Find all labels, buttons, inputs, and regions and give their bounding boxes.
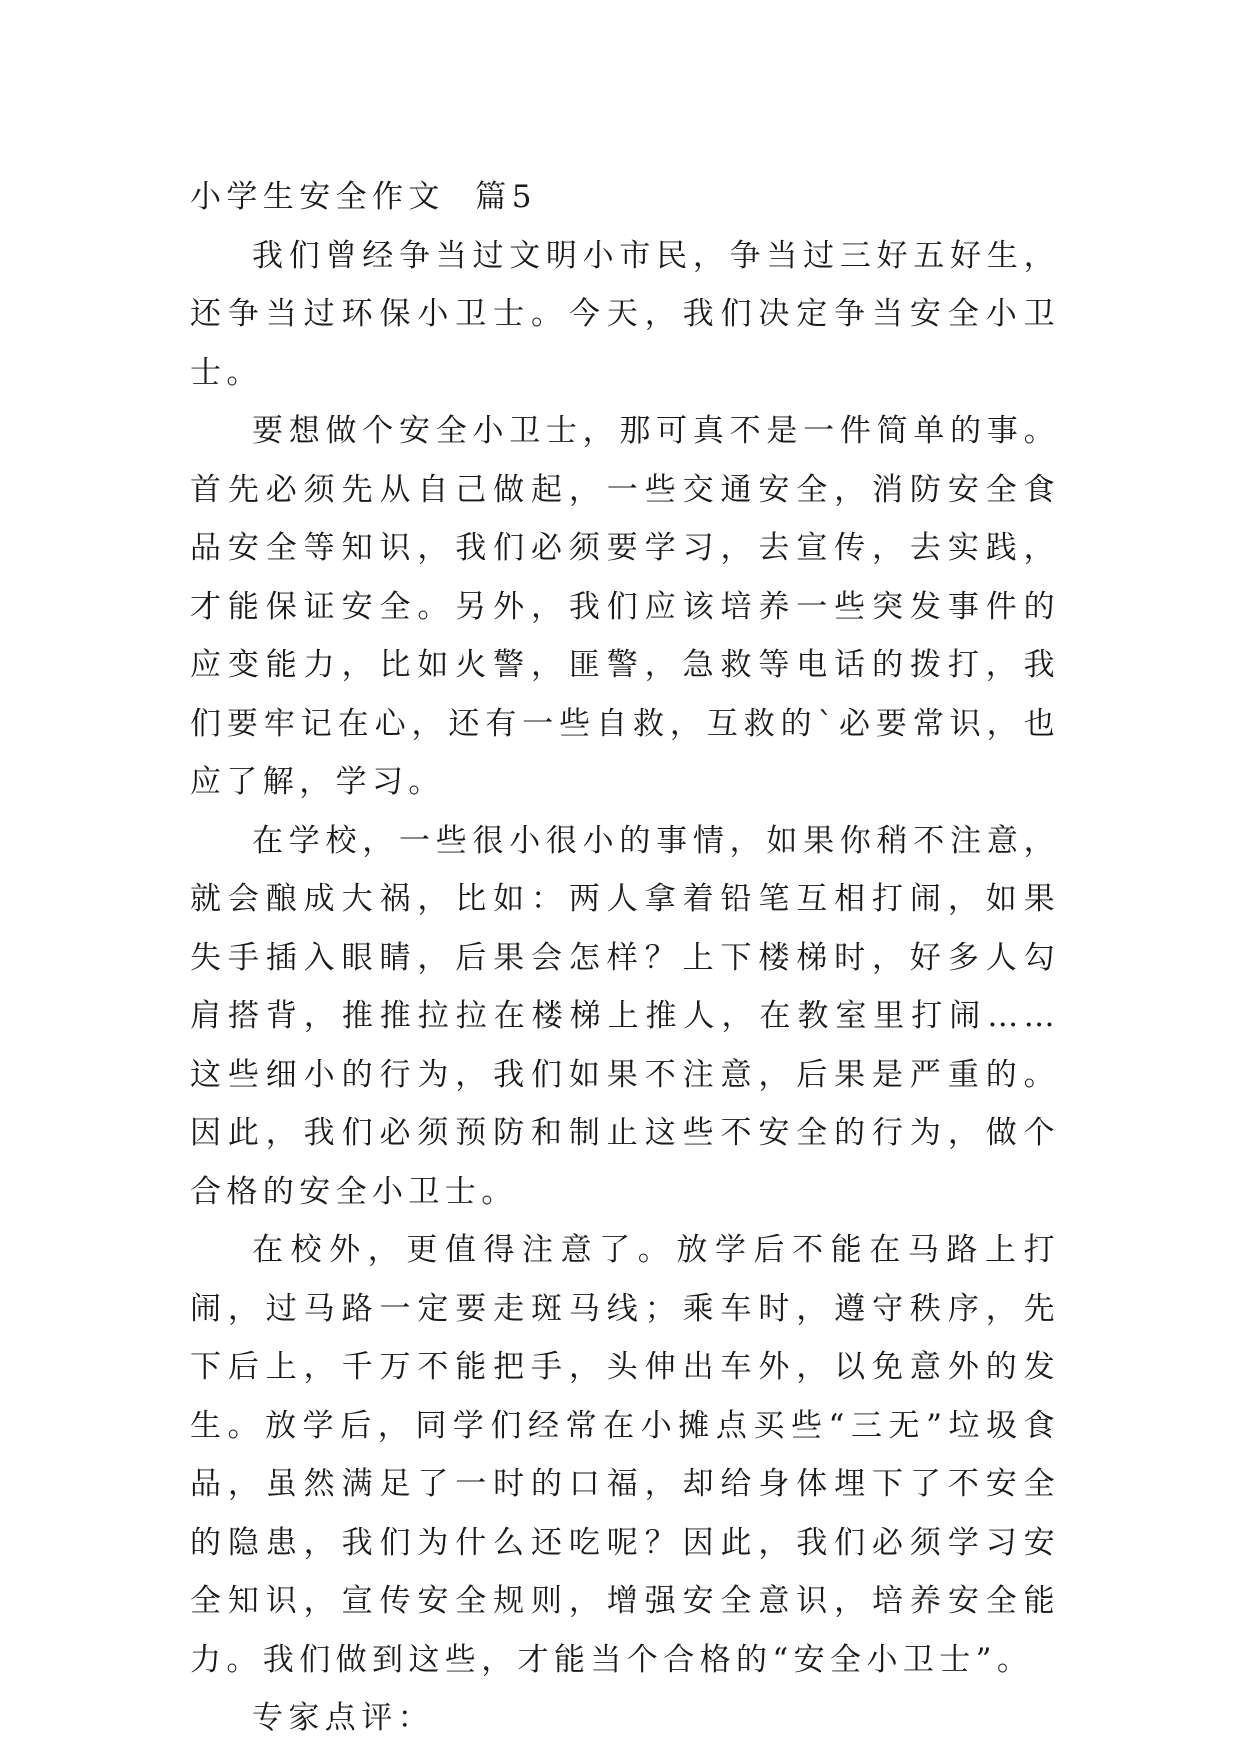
paragraph-3: 在学校，一些很小很小的事情，如果你稍不注意，就会酿成大祸，比如：两人拿着铅笔互相打闹，如果失手插入眼睛，后果会怎样？上下楼梯时，好多人勾肩搭背，推推拉拉在楼梯上推人，在教室里打闹……这些细小的行为，我们如果不注意，后果是严重的。因此，我们必须预防和制止这些不安全的行为，做个合格的安全小卫士。 bbox=[190, 822, 1060, 1210]
document-body bbox=[190, 168, 1060, 1748]
paragraph-1: 我们曾经争当过文明小市民，争当过三好五好生，还争当过环保小卫士。今天，我们决定争当安全小卫士。 bbox=[190, 237, 1060, 391]
document-title: 小学生安全作文 篇5 bbox=[190, 179, 537, 215]
paragraph-expert-comment: 专家点评： bbox=[252, 1700, 434, 1736]
paragraph-4: 在校外，更值得注意了。放学后不能在马路上打闹，过马路一定要走斑马线；乘车时，遵守秩序，先下后上，千万不能把手，头伸出车外，以免意外的发生。放学后，同学们经常在小摊点买些“三无”垃圾食品，虽然满足了一时的口福，却给身体埋下了不安全的隐患，我们为什么还吃呢？因此，我们必须学习安全知识，宣传安全规则，增强安全意识，培养安全能力。我们做到这些，才能当个合格的“安全小卫士”。 bbox=[190, 1232, 1060, 1678]
paragraph-2: 要想做个安全小卫士，那可真不是一件简单的事。首先必须先从自己做起，一些交通安全，消防安全食品安全等知识，我们必须要学习，去宣传，去实践，才能保证安全。另外，我们应该培养一些突发事件的应变能力，比如火警，匪警，急救等电话的拨打，我们要牢记在心，还有一些自救，互救的`必要常识，也应了解，学习。 bbox=[190, 413, 1060, 800]
